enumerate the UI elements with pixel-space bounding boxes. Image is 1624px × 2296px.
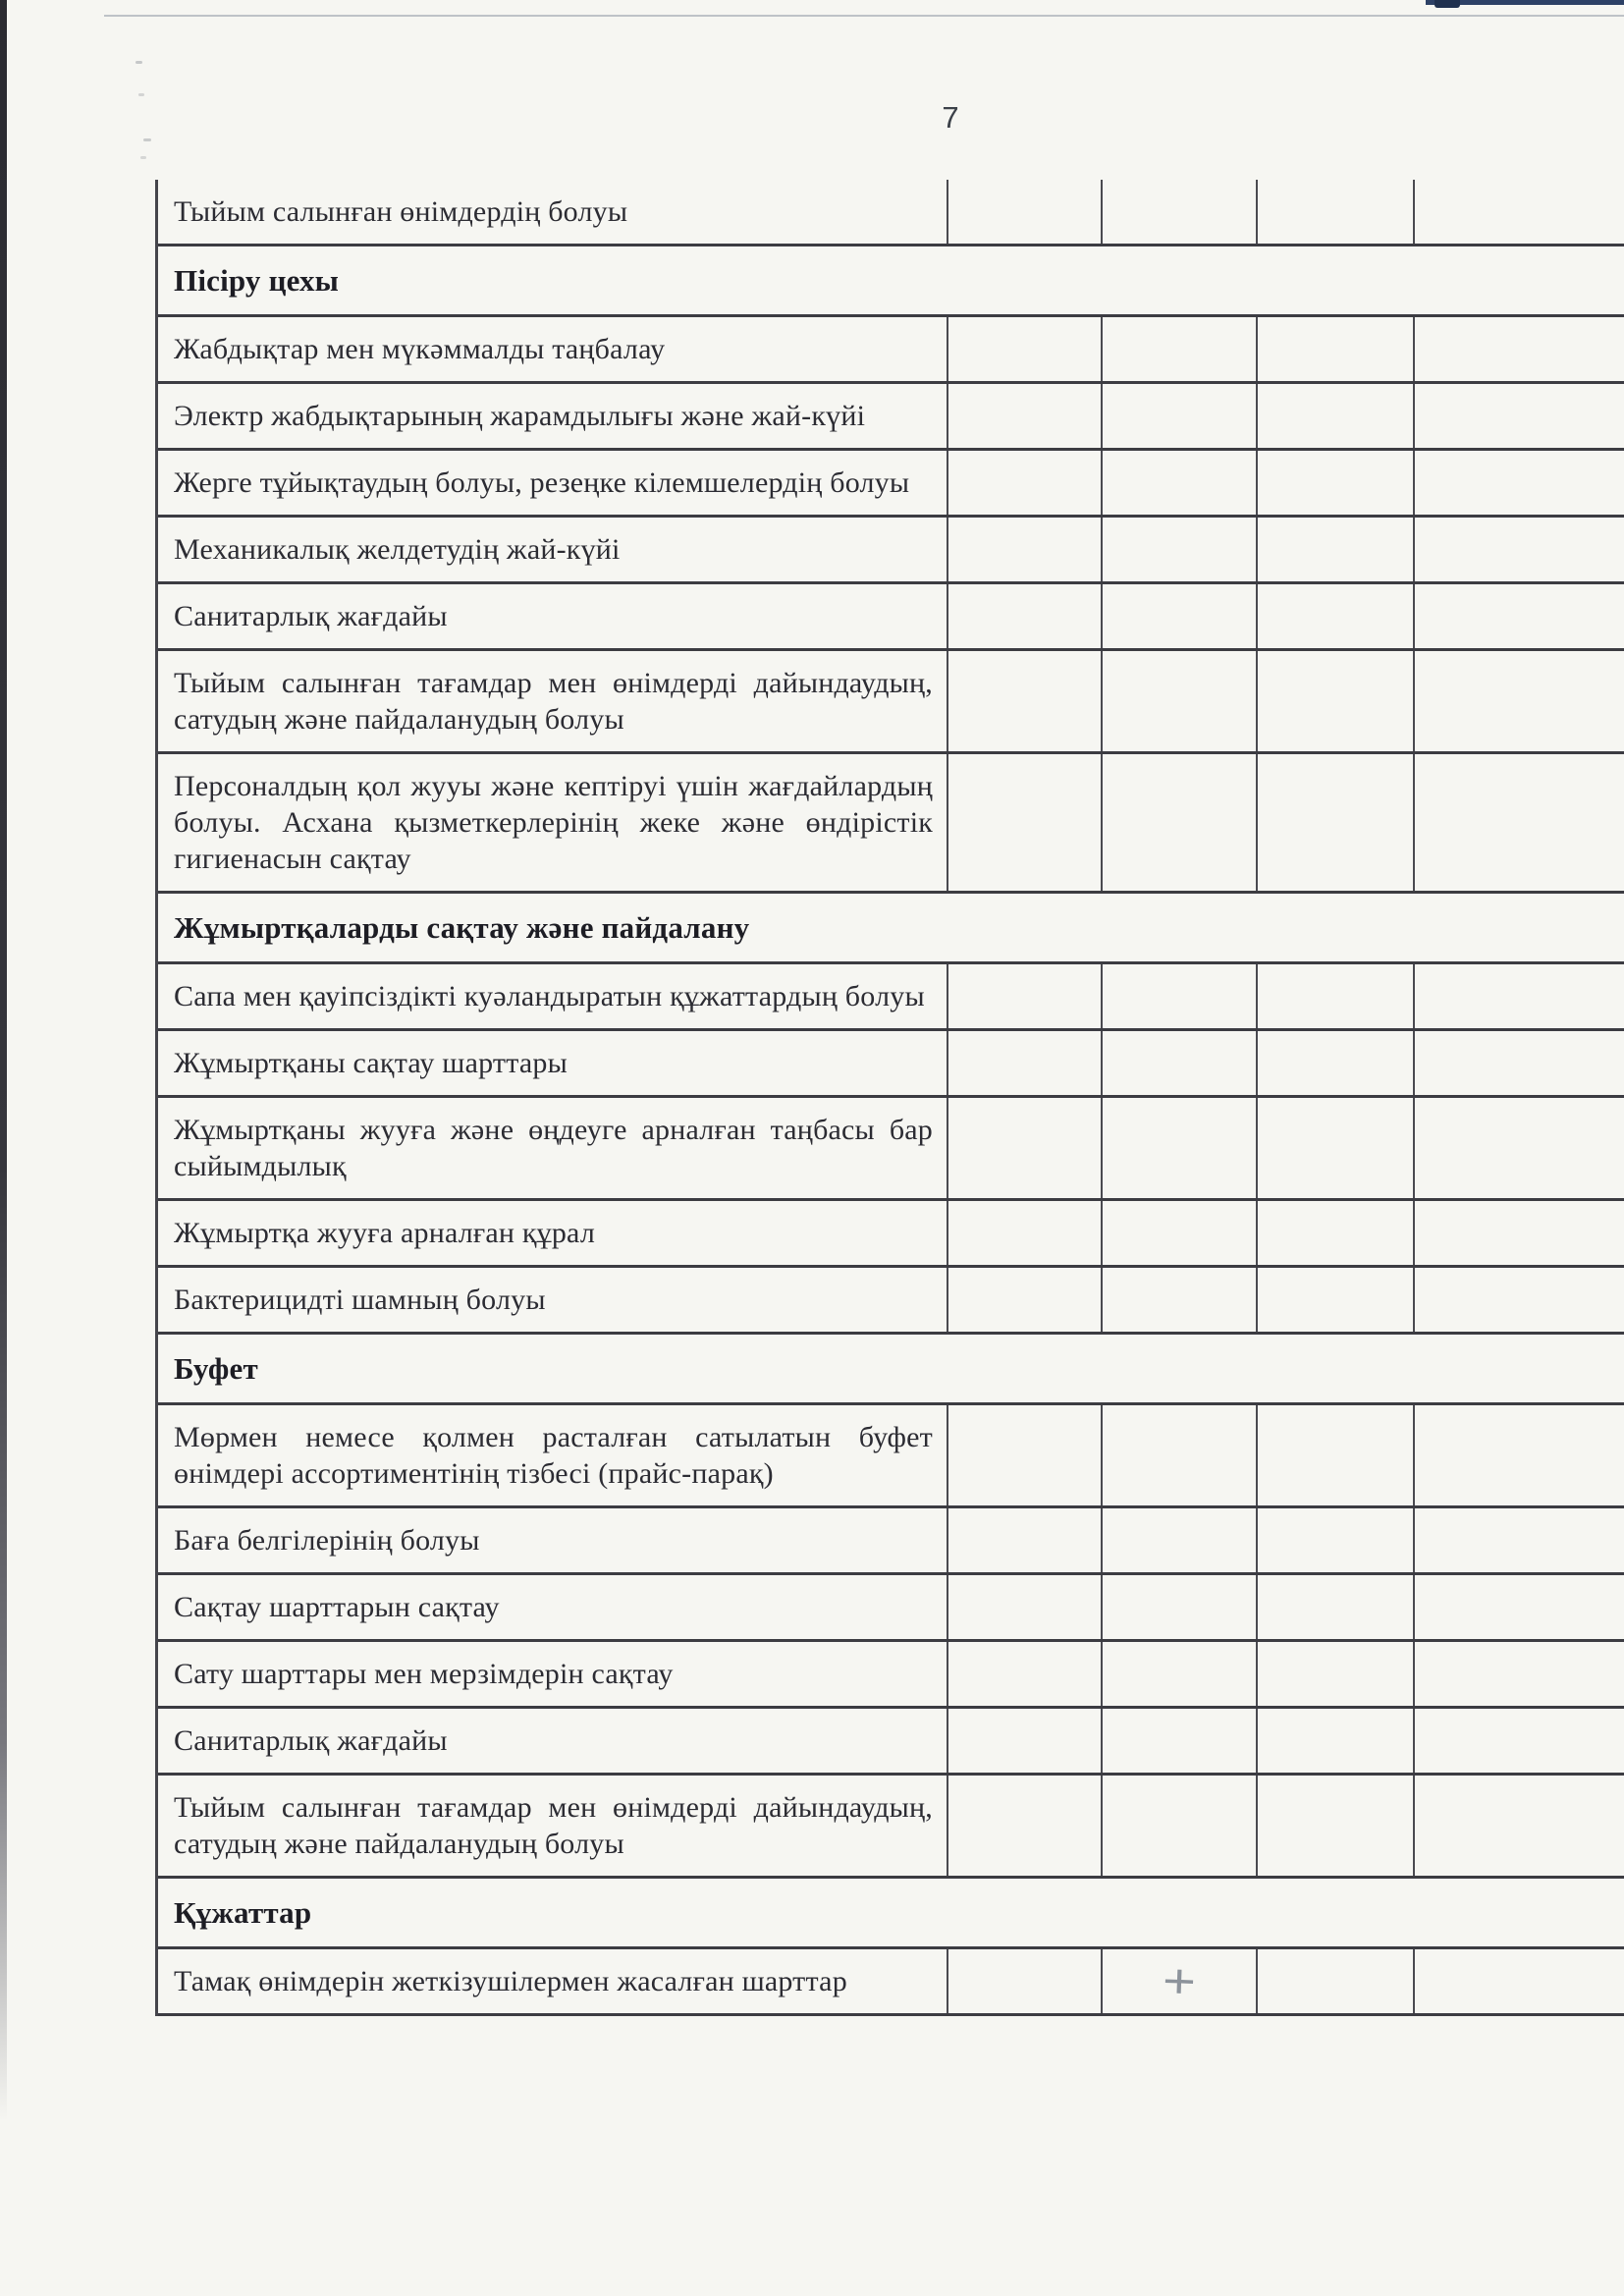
mark-cell-1: [948, 1709, 1103, 1773]
mark-cell-4: [1415, 1949, 1624, 2013]
row-label: Сату шарттары мен мерзімдерін сақтау: [158, 1642, 948, 1706]
mark-cell-4: [1415, 1575, 1624, 1639]
mark-cell-4: [1415, 584, 1624, 648]
mark-cell-2: [1103, 518, 1258, 581]
mark-cell-3: [1258, 1949, 1415, 2013]
section-label: Буфет: [174, 1351, 258, 1386]
checklist-table: [155, 180, 1624, 2016]
table-row: [158, 451, 1624, 518]
row-label: Санитарлық жағдайы: [158, 584, 948, 648]
table-row: [158, 518, 1624, 584]
mark-cell-2: [1103, 754, 1258, 891]
table-row: [158, 1709, 1624, 1776]
mark-cell-2: [1103, 584, 1258, 648]
mark-cell-3: [1258, 451, 1415, 515]
section-label: Құжаттар: [174, 1895, 312, 1930]
mark-cell-2: [1103, 1575, 1258, 1639]
mark-cell-3: [1258, 1776, 1415, 1876]
table-row: [158, 1031, 1624, 1098]
mark-cell-4: [1415, 754, 1624, 891]
mark-cell-3: [1258, 518, 1415, 581]
mark-cell-3: [1258, 754, 1415, 891]
row-label: Тамақ өнімдерін жеткізушілермен жасалған шарттар: [158, 1949, 948, 2013]
table-row: [158, 754, 1624, 894]
row-label: Механикалық желдетудің жай-күйі: [158, 518, 948, 581]
scan-speck: [138, 93, 144, 96]
scan-navy-blob: [1435, 0, 1460, 8]
table-row: [158, 1508, 1624, 1575]
table-row: [158, 1201, 1624, 1268]
table-row: [158, 1642, 1624, 1709]
mark-cell-1: [948, 1201, 1103, 1265]
row-label: Тыйым салынған тағамдар мен өнімдерді дайындаудың, сатудың және пайдаланудың болуы: [158, 1776, 948, 1876]
mark-cell-3: [1258, 1575, 1415, 1639]
mark-cell-4: [1415, 1098, 1624, 1198]
mark-cell-1: [948, 1949, 1103, 2013]
mark-cell-2: [1103, 651, 1258, 751]
row-label: Мөрмен немесе қолмен расталған сатылатын буфет өнімдері ассортиментінің тізбесі (прайс-парақ): [158, 1405, 948, 1505]
row-label: Сақтау шарттарын сақтау: [158, 1575, 948, 1639]
table-row: [158, 1098, 1624, 1201]
mark-cell-2: [1103, 964, 1258, 1028]
mark-cell-4: [1415, 1508, 1624, 1572]
section-row: [158, 246, 1624, 317]
mark-cell-2: [1103, 1031, 1258, 1095]
mark-cell-3: [1258, 1098, 1415, 1198]
row-label: Жабдықтар мен мүкәммалды таңбалау: [158, 317, 948, 381]
table-row: [158, 1405, 1624, 1508]
section-label: Жұмыртқаларды сақтау және пайдалану: [174, 910, 750, 945]
mark-cell-1: [948, 1405, 1103, 1505]
mark-cell-3: [1258, 384, 1415, 448]
mark-cell-3: [1258, 180, 1415, 244]
scan-speck: [135, 61, 142, 64]
mark-cell-3: [1258, 1709, 1415, 1773]
mark-cell-2: [1103, 1949, 1258, 2013]
mark-cell-4: [1415, 651, 1624, 751]
row-label: Тыйым салынған тағамдар мен өнімдерді дайындаудың, сатудың және пайдаланудың болуы: [158, 651, 948, 751]
scan-top-line: [104, 15, 1624, 17]
mark-cell-1: [948, 1776, 1103, 1876]
mark-cell-4: [1415, 384, 1624, 448]
mark-cell-3: [1258, 1201, 1415, 1265]
mark-cell-2: [1103, 1268, 1258, 1332]
mark-cell-1: [948, 1268, 1103, 1332]
scan-speck: [140, 156, 146, 159]
mark-cell-1: [948, 451, 1103, 515]
plus-mark: +: [1162, 1952, 1197, 2009]
mark-cell-1: [948, 1098, 1103, 1198]
mark-cell-4: [1415, 1201, 1624, 1265]
mark-cell-2: [1103, 1098, 1258, 1198]
mark-cell-1: [948, 584, 1103, 648]
mark-cell-4: [1415, 1642, 1624, 1706]
section-row: [158, 1879, 1624, 1949]
mark-cell-1: [948, 1508, 1103, 1572]
row-label: Жерге тұйықтаудың болуы, резеңке кілемшелердің болуы: [158, 451, 948, 515]
mark-cell-2: [1103, 1201, 1258, 1265]
mark-cell-4: [1415, 518, 1624, 581]
table-row: [158, 584, 1624, 651]
mark-cell-3: [1258, 1268, 1415, 1332]
row-label: Бактерицидті шамның болуы: [158, 1268, 948, 1332]
mark-cell-4: [1415, 1031, 1624, 1095]
mark-cell-2: [1103, 1776, 1258, 1876]
mark-cell-4: [1415, 180, 1624, 244]
mark-cell-4: [1415, 451, 1624, 515]
mark-cell-2: [1103, 1508, 1258, 1572]
row-label: Жұмыртқаны жууға және өңдеуге арналған таңбасы бар сыйымдылық: [158, 1098, 948, 1198]
mark-cell-2: [1103, 1642, 1258, 1706]
row-label: Баға белгілерінің болуы: [158, 1508, 948, 1572]
mark-cell-2: [1103, 317, 1258, 381]
mark-cell-3: [1258, 1642, 1415, 1706]
mark-cell-1: [948, 651, 1103, 751]
mark-cell-4: [1415, 1268, 1624, 1332]
mark-cell-3: [1258, 651, 1415, 751]
scan-speck: [143, 138, 151, 141]
mark-cell-1: [948, 1031, 1103, 1095]
page-number: 7: [942, 100, 959, 135]
section-row: [158, 894, 1624, 964]
mark-cell-1: [948, 317, 1103, 381]
table-row: [158, 1776, 1624, 1879]
table-row: [158, 1575, 1624, 1642]
row-label: Сапа мен қауіпсіздікті куәландыратын құжаттардың болуы: [158, 964, 948, 1028]
table-row: [158, 384, 1624, 451]
mark-cell-1: [948, 518, 1103, 581]
table-row: [158, 180, 1624, 246]
table-row: [158, 964, 1624, 1031]
mark-cell-2: [1103, 451, 1258, 515]
row-label: Санитарлық жағдайы: [158, 1709, 948, 1773]
mark-cell-1: [948, 384, 1103, 448]
section-label: Пісіру цехы: [174, 263, 340, 298]
mark-cell-1: [948, 1642, 1103, 1706]
mark-cell-1: [948, 180, 1103, 244]
mark-cell-2: [1103, 384, 1258, 448]
mark-cell-3: [1258, 964, 1415, 1028]
mark-cell-4: [1415, 1709, 1624, 1773]
row-label: Тыйым салынған өнімдердің болуы: [158, 180, 948, 244]
row-label: Жұмыртқаны сақтау шарттары: [158, 1031, 948, 1095]
mark-cell-4: [1415, 1776, 1624, 1876]
mark-cell-3: [1258, 1031, 1415, 1095]
mark-cell-3: [1258, 317, 1415, 381]
table-row: [158, 317, 1624, 384]
mark-cell-1: [948, 1575, 1103, 1639]
mark-cell-3: [1258, 1405, 1415, 1505]
scan-edge-shadow: [0, 0, 7, 2121]
row-label: Персоналдың қол жууы және кептіруі үшін жағдайлардың болуы. Асхана қызметкерлерінің жеке және өндірістік гигиенасын сақтау: [158, 754, 948, 891]
mark-cell-1: [948, 964, 1103, 1028]
mark-cell-4: [1415, 964, 1624, 1028]
mark-cell-2: [1103, 1709, 1258, 1773]
mark-cell-4: [1415, 1405, 1624, 1505]
row-label: Жұмыртқа жууға арналған құрал: [158, 1201, 948, 1265]
mark-cell-3: [1258, 584, 1415, 648]
row-label: Электр жабдықтарының жарамдылығы және жай-күйі: [158, 384, 948, 448]
table-row: [158, 1268, 1624, 1335]
mark-cell-2: [1103, 180, 1258, 244]
table-row: [158, 651, 1624, 754]
mark-cell-3: [1258, 1508, 1415, 1572]
mark-cell-4: [1415, 317, 1624, 381]
section-row: [158, 1335, 1624, 1405]
mark-cell-2: [1103, 1405, 1258, 1505]
mark-cell-1: [948, 754, 1103, 891]
table-row: [158, 1949, 1624, 2016]
